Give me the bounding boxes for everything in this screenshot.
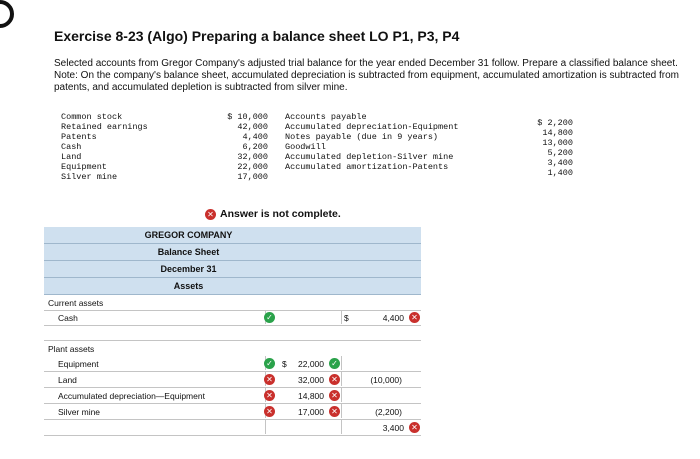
row-col1-input[interactable]: ✓ $ 22,000 ✓ — [265, 356, 342, 370]
cash-value-input[interactable]: $ 4,400 ✕ — [341, 310, 422, 324]
error-icon: ✕ — [409, 422, 420, 433]
row-col2-input[interactable]: (10,000) — [341, 372, 422, 386]
answer-status-text: Answer is not complete. — [220, 208, 341, 220]
row-label[interactable]: Accumulated depreciation—Equipment — [58, 391, 205, 401]
error-icon: ✕ — [264, 390, 275, 401]
error-icon: ✕ — [264, 374, 275, 385]
plant-assets-label: Plant assets — [48, 344, 95, 354]
statement-header: Balance Sheet — [44, 244, 421, 261]
intro-text: Selected accounts from Gregor Company's adjusted trial balance for the year ended December 31 follow. Prepare a classified balance sheet. Note: On the company's balance sheet, accumulated depreciation is subtracted from equipment, accumulated amortization is subtracted from patents, and accumulated depletion is subtracted from silver mine. — [54, 58, 680, 93]
balance-sheet-form — [44, 227, 421, 445]
row-col2-input[interactable]: (2,200) — [341, 404, 422, 418]
trial-balance-left-labels: Common stock Retained earnings Patents Cash Land Equipment Silver mine — [61, 112, 148, 182]
trial-balance-left-amounts: $ 10,000 42,000 4,400 6,200 32,000 22,000 17,000 — [227, 112, 268, 182]
cash-col1-input[interactable] — [265, 310, 342, 324]
row-label[interactable]: Silver mine — [58, 407, 101, 417]
answer-status — [205, 208, 341, 220]
table-row — [44, 372, 421, 388]
row-col2-input[interactable]: 3,400 ✕ — [341, 420, 422, 434]
trial-balance-right-amounts: $ 2,200 14,800 13,000 5,200 3,400 1,400 — [537, 118, 573, 178]
section-header: Assets — [44, 278, 421, 295]
company-header: GREGOR COMPANY — [44, 227, 421, 244]
row-col2-input[interactable] — [341, 388, 422, 402]
row-col2-input[interactable] — [341, 356, 422, 370]
row-col1-input[interactable]: ✕ 17,000 ✕ — [265, 404, 342, 418]
exercise-title: Exercise 8-23 (Algo) Preparing a balance sheet LO P1, P3, P4 — [54, 28, 460, 44]
cash-label[interactable]: Cash — [58, 313, 78, 323]
error-icon: ✕ — [329, 390, 340, 401]
row-label[interactable]: Equipment — [58, 359, 99, 369]
row-col1-input[interactable]: ✕ 32,000 ✕ — [265, 372, 342, 386]
row-label[interactable]: Land — [58, 375, 77, 385]
error-icon: ✕ — [205, 209, 216, 220]
correct-icon: ✓ — [264, 312, 275, 323]
table-row — [44, 356, 421, 372]
row-col1-input[interactable]: ✕ 14,800 ✕ — [265, 388, 342, 402]
correct-icon: ✓ — [329, 358, 340, 369]
table-row — [44, 420, 421, 436]
error-icon: ✕ — [329, 406, 340, 417]
cash-row — [44, 310, 421, 326]
trial-balance-mid-labels: Accounts payable Accumulated depreciation-Equipment Notes payable (due in 9 years) Goodwill Accumulated depletion-Silver mine Accumulated amortization-Patents — [285, 112, 459, 172]
error-icon: ✕ — [409, 312, 420, 323]
loading-ring-icon — [0, 0, 14, 28]
correct-icon: ✓ — [264, 358, 275, 369]
error-icon: ✕ — [264, 406, 275, 417]
row-col1-input[interactable] — [265, 420, 342, 434]
date-header: December 31 — [44, 261, 421, 278]
current-assets-label: Current assets — [48, 298, 104, 308]
table-row — [44, 388, 421, 404]
blank-row — [44, 325, 421, 341]
plant-assets-heading-row — [44, 340, 421, 355]
table-row — [44, 404, 421, 420]
current-assets-heading-row — [44, 295, 421, 311]
error-icon: ✕ — [329, 374, 340, 385]
